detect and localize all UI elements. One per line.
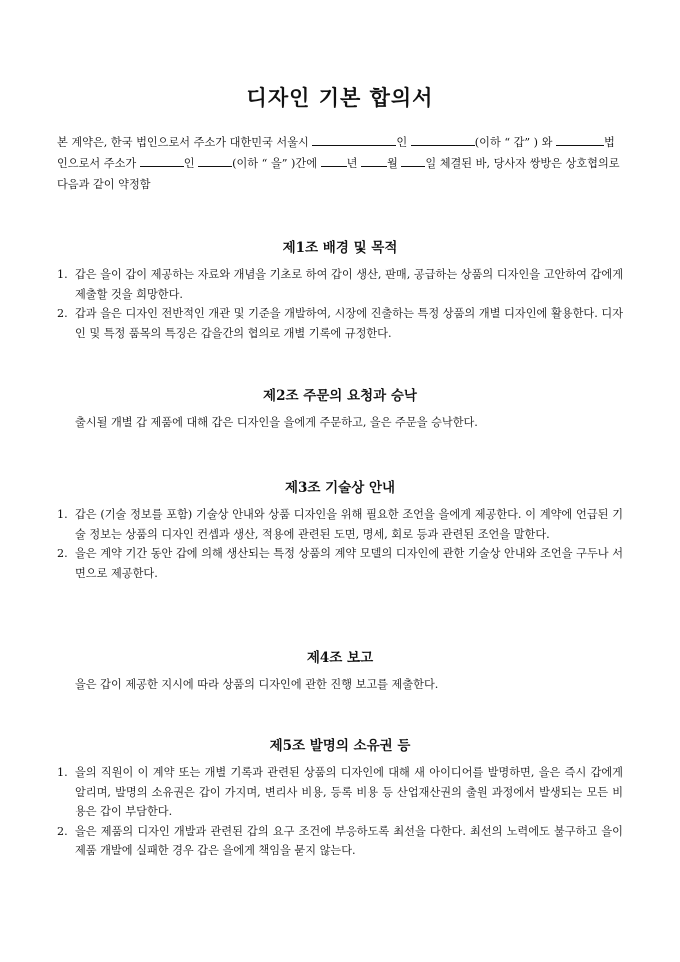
article-title: 제1조 배경 및 목적 [282, 240, 398, 256]
article-3 [57, 476, 623, 583]
preamble-text: 월 [386, 157, 402, 170]
blank-year [321, 154, 347, 167]
article-title: 제4조 보고 [306, 650, 374, 666]
preamble-text: 인 [396, 136, 411, 149]
blank-day [401, 154, 425, 167]
article-item [57, 763, 623, 822]
article-5 [57, 734, 623, 861]
article-title: 제3조 기술상 안내 [284, 480, 396, 496]
article-items [57, 265, 623, 343]
document-title: 디자인 기본 합의서 [246, 85, 434, 110]
preamble-text: 법인으로서 주소가 [57, 136, 615, 170]
preamble-text: (이하 “ 을” )간에 [232, 157, 321, 170]
blank-month [361, 154, 387, 167]
preamble-text: 인 [183, 157, 199, 170]
blank-nationality-b [556, 133, 604, 146]
blank-name-a [411, 133, 475, 146]
item-number: 1. [57, 766, 68, 779]
article-item [57, 265, 623, 304]
article-title: 제5조 발명의 소유권 등 [269, 738, 411, 754]
article-item [57, 304, 623, 343]
article-item [57, 822, 623, 861]
item-text: 을은 제품의 디자인 개발과 관련된 갑의 요구 조건에 부응하도록 최선을 다한다. 최선의 노력에도 불구하고 을이 제품 개발에 실패한 경우 갑은 을에게 책임을 묻지 않는다. [75, 824, 623, 857]
blank-address [312, 133, 396, 146]
article-item [57, 505, 623, 544]
preamble-text: (이하 “ 갑” ) 와 [474, 136, 556, 149]
item-text: 갑과 을은 디자인 전반적인 개관 및 기준을 개발하여, 시장에 진출하는 특정 상품의 개별 디자인에 활용한다. 디자인 및 특정 품목의 특징은 갑을간의 협의로 개별 기록에 규정한다. [75, 307, 623, 340]
item-text: 갑은 을이 갑이 제공하는 자료와 개념을 기초로 하여 갑이 생산, 판매, 공급하는 상품의 디자인을 고안하여 갑에게 제출할 것을 희망한다. [75, 268, 623, 301]
item-number: 2. [57, 547, 68, 560]
article-item [57, 544, 623, 583]
article-items [57, 763, 623, 861]
blank-address-b [140, 154, 184, 167]
item-number: 1. [57, 268, 68, 281]
item-number: 2. [57, 824, 68, 838]
article-body: 을은 갑이 제공한 지시에 따라 상품의 디자인에 관한 진행 보고를 제출한다. [75, 678, 439, 691]
article-1 [57, 236, 623, 343]
item-text: 을의 직원이 이 계약 또는 개별 기록과 관련된 상품의 디자인에 대해 새 아이디어를 발명하면, 을은 즉시 갑에게 알리며, 발명의 소유권은 갑이 가지며, 변리사 비용, 등록 비용 등 산업재산권의 출원 과정에서 발생되는 모든 비용은 갑이 부담한다. [75, 766, 623, 818]
item-text: 갑은 (기술 정보를 포함) 기술상 안내와 상품 디자인을 위해 필요한 조언을 을에게 제공한다. 이 계약에 언급된 기술 정보는 상품의 디자인 컨셉과 생산, 적용에 관련된 도면, 명세, 회로 등과 관련된 조언을 말한다. [75, 508, 623, 541]
preamble-text: 본 계약은, 한국 법인으로서 주소가 대한민국 서울시 [57, 136, 313, 149]
article-title: 제2조 주문의 요청과 승낙 [263, 388, 417, 404]
item-number: 1. [57, 508, 68, 521]
article-body: 출시될 개별 갑 제품에 대해 갑은 디자인을 을에게 주문하고, 을은 주문을 승낙한다. [75, 416, 478, 429]
item-text: 을은 계약 기간 동안 갑에 의해 생산되는 특정 상품의 계약 모델의 디자인에 관한 기술상 안내와 조언을 구두나 서면으로 제공한다. [75, 547, 623, 580]
preamble-text: 일 체결된 바, 당사자 쌍방은 상호협의로 다음과 같이 약정함 [57, 157, 620, 191]
blank-name-b [198, 154, 232, 167]
preamble-paragraph [57, 132, 623, 195]
article-4 [57, 646, 623, 695]
article-2 [57, 384, 623, 433]
preamble-text: 년 [346, 157, 361, 170]
article-items [57, 505, 623, 583]
item-number: 2. [57, 307, 68, 320]
